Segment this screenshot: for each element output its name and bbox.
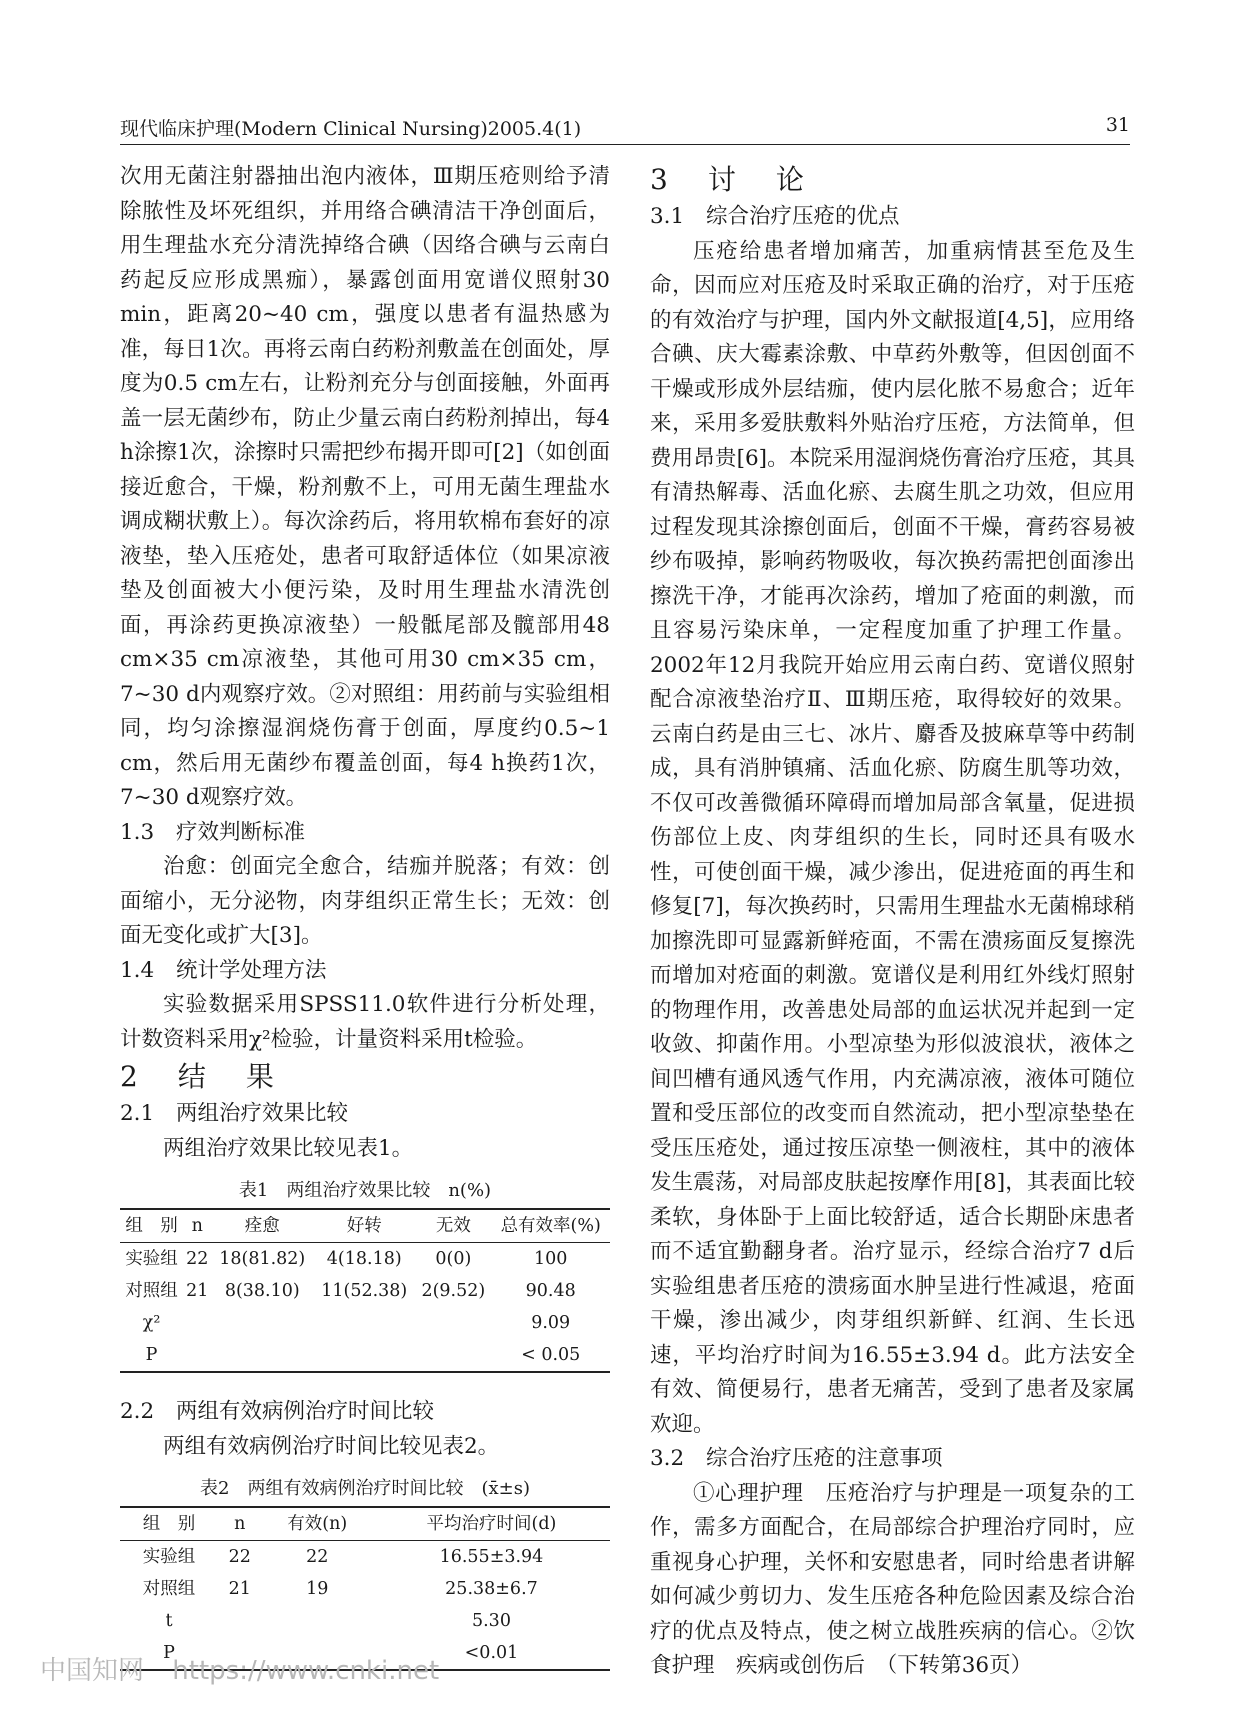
table1-header: 组 别	[120, 1209, 183, 1243]
cnki-watermark	[40, 1650, 439, 1687]
section-heading-2-1: 2.1 两组治疗效果比较	[120, 1101, 349, 1126]
section-body-3-2: ①心理护理 压疮治疗与护理是一项复杂的工作，需多方面配合，在局部综合护理治疗同时，应重视身心护理，关怀和安慰患者，同时给患者讲解如何减少剪切力、发生压疮各种危险因素及综合治疗的优点及特点，使之树立战胜疾病的信心。②饮食护理 疾病或创伤后 （下转第36页）	[650, 1480, 1135, 1678]
chapter-heading-results: 2 结 果	[120, 1060, 280, 1093]
journal-citation: 现代临床护理(Modern Clinical Nursing)2005.4(1)	[120, 118, 582, 140]
header-rule	[120, 144, 1130, 145]
table2-header: 组 别	[120, 1507, 218, 1541]
table1-header: 无效	[415, 1209, 491, 1243]
section-heading-1-4: 1.4 统计学处理方法	[120, 957, 327, 983]
table2-caption: 表2 两组有效病例治疗时间比较 (x̄±s)	[200, 1478, 530, 1499]
section-heading-1-3: 1.3 疗效判断标准	[120, 819, 306, 845]
table2-header: 有效(n)	[262, 1507, 373, 1541]
section-body-2-2: 两组有效病例治疗时间比较见表2。	[163, 1433, 500, 1459]
section-body-3-1: 压疮给患者增加痛苦，加重病情甚至危及生命，因而应对压疮及时采取正确的治疗，对于压疮的有效治疗与护理，国内外文献报道[4,5]，应用络合碘、庆大霉素涂敷、中草药外敷等，但因创面不干燥或形成外层结痂，使内层化脓不易愈合；近年来，采用多爱肤敷料外贴治疗压疮，方法简单，但费用昂贵[6]。本院采用湿润烧伤膏治疗压疮，其具有清热解毒、活血化瘀、去腐生肌之功效，但应用过程发现其涂擦创面后，创面不干燥，膏药容易被纱布吸掉，影响药物吸收，每次换药需把创面渗出擦洗干净，才能再次涂药，增加了疮面的刺激，而且容易污染床单，一定程度加重了护理工作量。2002年12月我院开始应用云南白药、宽谱仪照射配合凉液垫治疗Ⅱ、Ⅲ期压疮，取得较好的效果。云南白药是由三七、冰片、麝香及披麻草等中药制成，具有消肿镇痛、活血化瘀、防腐生肌等功效，不仅可改善微循环障碍而增加局部含氧量，促进损伤部位上皮、肉芽组织的生长，同时还具有吸水性，可使创面干燥，减少渗出，促进疮面的再生和修复[7]，每次换药时，只需用生理盐水无菌棉球稍加擦洗即可显露新鲜疮面，不需在溃疡面反复擦洗而增加对疮面的刺激。宽谱仪是利用红外线灯照射的物理作用，改善患处局部的血运状况并起到一定收敛、抑菌作用。小型凉垫为形似波浪状，液体之间凹槽有通风透气作用，内充满凉液，液体可随位置和受压部位的改变而自然流动，把小型凉垫垫在受压压疮处，通过按压凉垫一侧液柱，其中的液体发生震荡，对局部皮肤起按摩作用[8]，其表面比较柔软，身体卧于上面比较舒适，适合长期卧床患者而不适宜勤翻身者。治疗显示，经综合治疗7 d后实验组患者压疮的溃疡面水肿呈进行性减退，疮面干燥，渗出减少，肉芽组织新鲜、红润、生长迅速，平均治疗时间为16.55±3.94 d。此方法安全有效、简便易行，患者无痛苦，受到了患者及家属欢迎。	[650, 238, 1135, 1437]
right-column	[650, 160, 1135, 1684]
table-row: 对照组 21 8(38.10) 11(52.38) 2(9.52) 90.48	[125, 1281, 576, 1301]
table-row: 实验组 22 22 16.55±3.94	[142, 1547, 544, 1567]
table-row: χ² 9.09	[142, 1313, 571, 1333]
table-row: P < 0.05	[120, 1339, 610, 1372]
table-row: t 5.30	[165, 1611, 511, 1631]
table-row: 对照组 21 19 25.38±6.7	[142, 1579, 538, 1599]
table1-header: n	[183, 1209, 211, 1243]
cnki-logo-text: 中国知网	[40, 1656, 145, 1686]
left-column	[120, 160, 610, 1671]
section-body-2-1: 两组治疗效果比较见表1。	[163, 1135, 414, 1161]
section-body-1-3: 治愈：创面完全愈合，结痂并脱落；有效：创面缩小，无分泌物，肉芽组织正常生长；无效：创面无变化或扩大[3]。	[120, 854, 610, 948]
page-number: 31	[1105, 114, 1130, 136]
table1-header: 好转	[313, 1209, 415, 1243]
cnki-url[interactable]: https://www.cnki.net	[172, 1656, 440, 1686]
chapter-heading-discussion: 3 讨 论	[650, 163, 810, 196]
table2-header: n	[218, 1507, 262, 1541]
methods-paragraph: 次用无菌注射器抽出泡内液体，Ⅲ期压疮则给予清除脓性及坏死组织，并用络合碘清洁干净创面后，用生理盐水充分清洗掉络合碘（因络合碘与云南白药起反应形成黑痂），暴露创面用宽谱仪照射30 min，距离20~40 cm，强度以患者有温热感为准，每日1次。再将云南白药粉剂敷盖在创面处，厚度为0.5 cm左右，让粉剂充分与创面接触，外面再盖一层无菌纱布，防止少量云南白药粉剂掉出，每4 h涂擦1次，涂擦时只需把纱布揭开即可[2]（如创面接近愈合，干燥，粉剂敷不上，可用无菌生理盐水调成糊状敷上）。每次涂药后，将用软棉布套好的凉液垫，垫入压疮处，患者可取舒适体位（如果凉液垫及创面被大小便污染，及时用生理盐水清洗创面，再涂药更换凉液垫）一般骶尾部及髋部用48 cm×35 cm凉液垫，其他可用30 cm×35 cm，7~30 d内观察疗效。②对照组：用药前与实验组相同，均匀涂擦湿润烧伤膏于创面，厚度约0.5~1 cm，然后用无菌纱布覆盖创面，每4 h换药1次，7~30 d观察疗效。	[120, 164, 610, 810]
section-heading-2-2: 2.2 两组有效病例治疗时间比较	[120, 1399, 435, 1424]
section-heading-3-2: 3.2 综合治疗压疮的注意事项	[650, 1446, 943, 1471]
table2-header: 平均治疗时间(d)	[373, 1507, 610, 1541]
table-row: 实验组 22 18(81.82) 4(18.18) 0(0) 100	[125, 1249, 568, 1269]
table1	[120, 1208, 610, 1373]
running-header	[120, 104, 1130, 144]
section-heading-3-1: 3.1 综合治疗压疮的优点	[650, 204, 900, 229]
section-body-1-4: 实验数据采用SPSS11.0软件进行分析处理，计数资料采用χ²检验，计量资料采用t检验。	[120, 992, 610, 1052]
table-row: P <0.01	[120, 1637, 610, 1670]
table1-caption: 表1 两组治疗效果比较 n(%)	[238, 1180, 492, 1201]
table1-header: 痊愈	[211, 1209, 313, 1243]
table2	[120, 1506, 610, 1671]
table1-header: 总有效率(%)	[491, 1209, 610, 1243]
